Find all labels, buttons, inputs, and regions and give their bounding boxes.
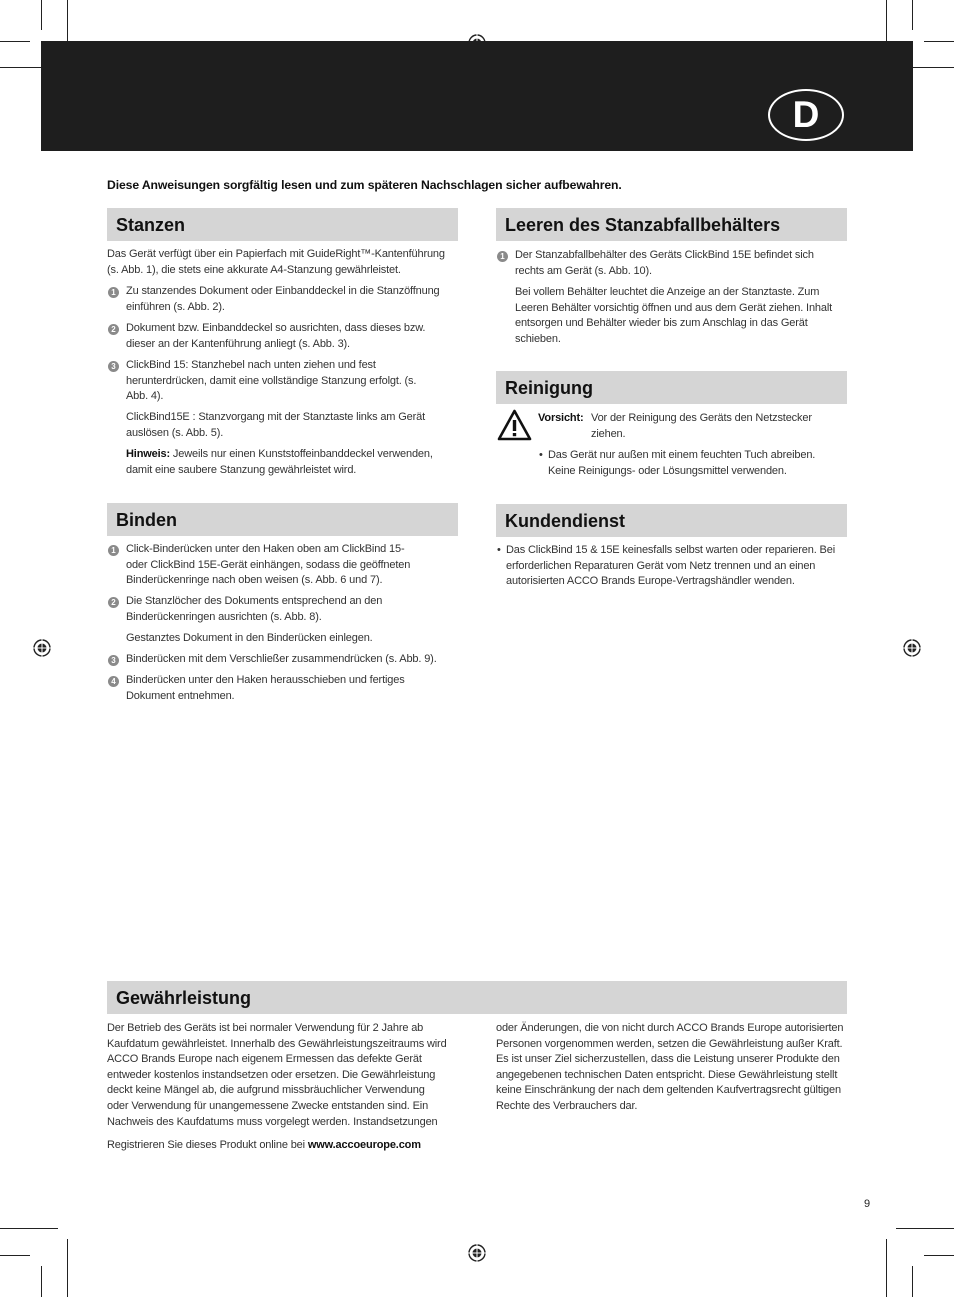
step-number-badge: 3 [108,361,119,372]
leeren-paragraph: Bei vollem Behälter leuchtet die Anzeige an der Stanztaste. Zum Leeren Behälter vorsichtig öffnen und aus dem Gerät ziehen. Inhalt entsorgen und Behälter wieder bis zum Anschlag in das Gerät schieben. [515,286,833,345]
language-badge: D [768,89,844,141]
hint-text: Jeweils nur einen Kunststoffeinbanddeckel verwenden, damit eine saubere Stanzung gewährleistet wird. [126,448,433,476]
step-number-badge: 2 [108,324,119,335]
register-line [107,1138,467,1154]
crop-mark [0,1228,58,1229]
step-number-badge: 1 [108,545,119,556]
page-number: 9 [864,1198,871,1210]
crop-mark [67,1239,68,1297]
bullet-dot: • [497,544,501,556]
section-heading-kundendienst: Kundendienst [496,504,847,537]
register-text: Registrieren Sie dieses Produkt online bei [107,1139,308,1151]
warning-triangle-icon [497,409,532,441]
step-number-badge: 1 [108,287,119,298]
binden-step: Die Stanzlöcher des Dokuments entsprechend an den Binderückenringen ausrichten (s. Abb. 8). [126,595,383,623]
caution-label: Vorsicht: [538,412,584,424]
hint-label: Hinweis: [126,448,171,460]
section-heading-binden: Binden [107,503,458,536]
stanzen-intro: Das Gerät verfügt über ein Papierfach mit GuideRight™-Kantenführung (s. Abb. 1), die stets eine akkurate A4-Stanzung gewährleistet. [107,248,445,276]
reinigung-bullet: Das Gerät nur außen mit einem feuchten Tuch abreiben. Keine Reinigungs- oder Lösungsmittel verwenden. [548,449,816,477]
crop-mark [924,1255,954,1256]
stanzen-hint [126,447,448,478]
registration-mark-icon [902,638,922,658]
crop-mark [912,1266,913,1297]
crop-mark [896,1228,954,1229]
caution-text: Vor der Reinigung des Geräts den Netzstecker ziehen. [591,412,812,440]
section-heading-reinigung: Reinigung [496,371,847,404]
crop-mark [0,1255,30,1256]
leeren-step: Der Stanzabfallbehälter des Geräts ClickBind 15E befindet sich rechts am Gerät (s. Abb. 10). [515,249,814,277]
crop-mark [41,0,42,30]
gewaehrleistung-column-2: oder Änderungen, die von nicht durch ACCO Brands Europe autorisierten Personen vorgenommen werden, setzen die Gewährleistung außer Kraft. Es ist unser Ziel sicherzustellen, dass die Leistung unserer Produkte den angegebenen technischen Daten entspricht. Diese Gewährleistung stellt keine Einschränkung der nach dem geltenden Kaufvertragsrecht gültigen Rechte des Verbrauchers dar. [496,1022,844,1112]
crop-mark [924,41,954,42]
stanzen-step: ClickBind 15: Stanzhebel nach unten ziehen und fest herunterdrücken, damit eine vollständige Stanzung erfolgt. (s. Abb. 4). [126,359,417,403]
step-number-badge: 4 [108,676,119,687]
stanzen-note-15e: ClickBind15E : Stanzvorgang mit der Stanztaste links am Gerät auslösen (s. Abb. 5). [126,411,425,439]
registration-mark-icon [32,638,52,658]
kundendienst-bullet: Das ClickBind 15 & 15E keinesfalls selbst warten oder reparieren. Bei erforderlichen Reparaturen Gerät vom Netz trennen und an einen autorisierten ACCO Brands Europe-Vertragshändler wenden. [506,544,835,588]
section-heading-leeren: Leeren des Stanzabfallbehälters [496,208,847,241]
step-number-badge: 3 [108,655,119,666]
binden-step: Binderücken unter den Haken herausschieben und fertiges Dokument entnehmen. [126,674,405,702]
binden-step: Binderücken mit dem Verschließer zusammendrücken (s. Abb. 9). [126,653,437,665]
bullet-dot: • [539,449,543,461]
step-number-badge: 1 [497,251,508,262]
crop-mark [886,1239,887,1297]
binden-note: Gestanztes Dokument in den Binderücken einlegen. [126,632,373,644]
crop-mark [41,1266,42,1297]
registration-mark-icon [467,1243,487,1263]
stanzen-step: Zu stanzendes Dokument oder Einbanddeckel in die Stanzöffnung einführen (s. Abb. 2). [126,285,440,313]
section-heading-stanzen: Stanzen [107,208,458,241]
gewaehrleistung-column-1: Der Betrieb des Geräts ist bei normaler Verwendung für 2 Jahre ab Kaufdatum gewährleistet. Innerhalb des Gewährleistungszeitraums wird ACCO Brands Europe nach eigenem Ermessen das defekte Gerät entweder kostenlos instandsetzen oder ersetzen. Die Gewährleistung deckt keine Mängel ab, die aufgrund missbräuchlicher Verwendung oder Verwendung für unangemessene Zwecke entstanden sind. Ein Nachweis des Kaufdatums muss vorgelegt werden. Instandsetzungen [107,1022,447,1128]
crop-mark [912,0,913,30]
step-number-badge: 2 [108,597,119,608]
register-link[interactable]: www.accoeurope.com [307,1139,421,1151]
crop-mark [0,41,30,42]
intro-text: Diese Anweisungen sorgfältig lesen und zum späteren Nachschlagen sicher aufbewahren. [107,178,622,192]
binden-step: Click-Binderücken unter den Haken oben am ClickBind 15- oder ClickBind 15E-Gerät einhängen, sodass die geöffneten Binderückenringe nach oben weisen (s. Abb. 6 und 7). [126,543,411,587]
stanzen-step: Dokument bzw. Einbanddeckel so ausrichten, dass dieses bzw. dieser an der Kantenführung anliegt (s. Abb. 3). [126,322,426,350]
section-heading-gewaehrleistung: Gewährleistung [107,981,847,1014]
